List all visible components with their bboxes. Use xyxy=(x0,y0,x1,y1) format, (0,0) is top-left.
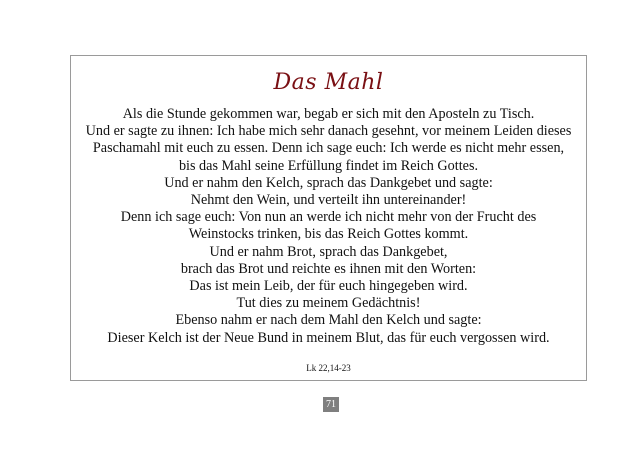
text-line: brach das Brot und reichte es ihnen mit den Worten: xyxy=(180,260,477,277)
text-line: Tut dies zu meinem Gedächtnis! xyxy=(236,295,421,312)
text-line: bis das Mahl seine Erfüllung findet im Reich Gottes. xyxy=(178,157,479,174)
text-line: Als die Stunde gekommen war, begab er sich mit den Aposteln zu Tisch. xyxy=(122,106,535,122)
text-line: Weinstocks trinken, bis das Reich Gottes kommt. xyxy=(188,226,469,243)
text-line: Dieser Kelch ist der Neue Bund in meinem Blut, das für euch vergossen wird. xyxy=(107,329,550,346)
bible-reference: Lk 22,14-23 xyxy=(306,363,351,373)
text-line: Paschamahl mit euch zu essen. Denn ich sage euch: Ich werde es nicht mehr essen, xyxy=(92,140,565,157)
page-number-badge: 71 xyxy=(323,397,339,412)
scripture-card xyxy=(70,55,587,381)
text-line: Nehmt den Wein, und verteilt ihn untereinander! xyxy=(190,192,467,209)
text-line: Das ist mein Leib, der für euch hingegeben wird. xyxy=(189,278,468,295)
text-line: Denn ich sage euch: Von nun an werde ich nicht mehr von der Frucht des xyxy=(120,209,537,226)
card-title: Das Mahl xyxy=(273,70,384,95)
text-line: Und er nahm den Kelch, sprach das Dankgebet und sagte: xyxy=(164,174,493,191)
scripture-text xyxy=(71,106,586,347)
text-line: Und er sagte zu ihnen: Ich habe mich sehr danach gesehnt, vor meinem Leiden dieses xyxy=(85,123,572,140)
text-line: Ebenso nahm er nach dem Mahl den Kelch und sagte: xyxy=(175,312,482,329)
text-line: Und er nahm Brot, sprach das Dankgebet, xyxy=(209,243,448,260)
